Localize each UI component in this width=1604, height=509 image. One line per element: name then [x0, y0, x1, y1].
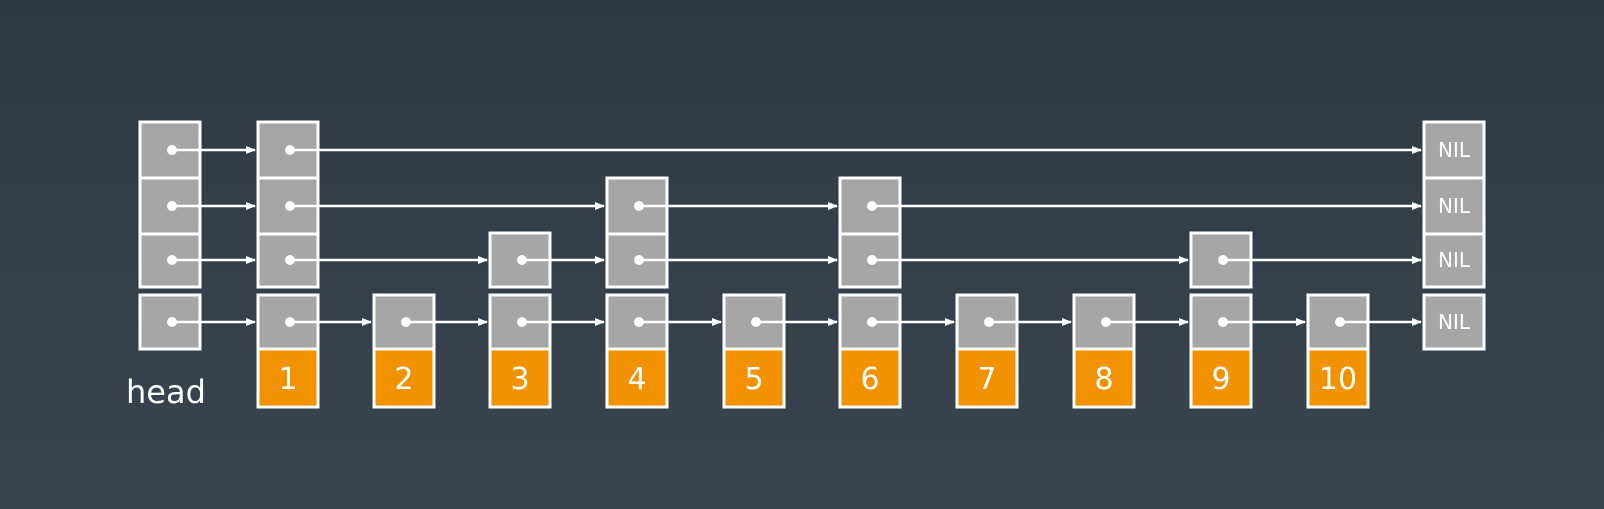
- pointer-dot: [517, 317, 527, 327]
- pointer-dot: [1335, 317, 1345, 327]
- nil-label: NIL: [1437, 138, 1471, 162]
- pointer-dot: [634, 255, 644, 265]
- pointer-dot: [167, 201, 177, 211]
- pointer-dot: [517, 255, 527, 265]
- pointer-dot: [285, 255, 295, 265]
- node-key-label: 8: [1094, 362, 1114, 397]
- pointer-dot: [1218, 255, 1228, 265]
- pointer-dot: [751, 317, 761, 327]
- skip-list-node: [840, 178, 900, 407]
- skip-list-node: [1074, 295, 1134, 407]
- node-key-label: 3: [510, 362, 530, 397]
- nil-label: NIL: [1437, 248, 1471, 272]
- pointer-dot: [867, 201, 877, 211]
- pointer-dot: [167, 255, 177, 265]
- pointer-dot: [984, 317, 994, 327]
- pointer-dot: [867, 255, 877, 265]
- node-key-label: 10: [1318, 362, 1358, 397]
- nil-label: NIL: [1437, 310, 1471, 334]
- pointer-dot: [285, 317, 295, 327]
- node-key-label: 6: [860, 362, 880, 397]
- skip-list-node: [374, 295, 434, 407]
- pointer-dot: [401, 317, 411, 327]
- pointer-dot: [167, 145, 177, 155]
- nil-label: NIL: [1437, 194, 1471, 218]
- list-nodes: [258, 122, 1368, 407]
- node-key-label: 2: [394, 362, 414, 397]
- head-label: head: [126, 373, 206, 411]
- skip-list-node: [957, 295, 1017, 407]
- node-key-label: 5: [744, 362, 764, 397]
- pointer-dot: [867, 317, 877, 327]
- skip-list-node: [607, 178, 667, 407]
- pointer-dot: [634, 317, 644, 327]
- pointer-dot: [285, 145, 295, 155]
- node-key-label: 4: [627, 362, 647, 397]
- head-node: [140, 122, 200, 349]
- pointer-dot: [1218, 317, 1228, 327]
- pointer-dot: [1101, 317, 1111, 327]
- node-key-label: 9: [1211, 362, 1231, 397]
- node-key-label: 1: [278, 362, 298, 397]
- pointer-dot: [167, 317, 177, 327]
- nil-node: [1424, 122, 1484, 349]
- skip-list-node: [1308, 295, 1368, 407]
- skip-list-node: [724, 295, 784, 407]
- node-key-label: 7: [977, 362, 997, 397]
- pointer-dot: [285, 201, 295, 211]
- pointer-dot: [634, 201, 644, 211]
